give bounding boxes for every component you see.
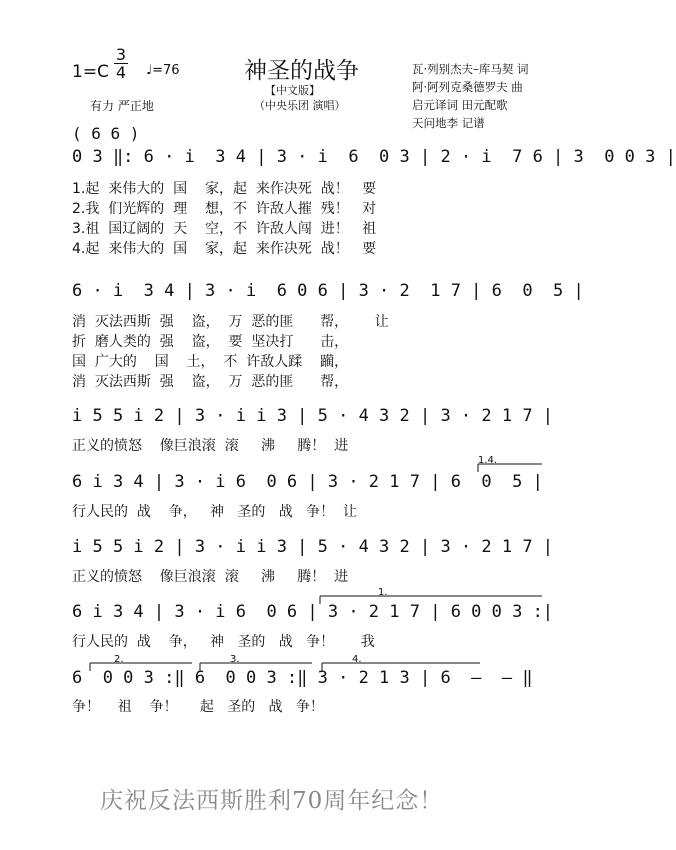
pickup-notes: ( 6 6 ) — [72, 124, 140, 143]
time-signature-top: 3 — [115, 45, 127, 64]
lyric-line: 1.起 来伟大的 国 家，起 来作决死 战！ 要 — [72, 181, 377, 197]
volta-label: 2. — [114, 654, 124, 665]
lyric-line: 4.起 来伟大的 国 家，起 来作决死 战！ 要 — [72, 241, 377, 257]
notation-line: 6 · i 3 4 | 3 · i 6 0 6 | 3 · 2 1 7 | 6 0 5 | — [72, 281, 584, 301]
credit-line: 天问地李 记谱 — [412, 116, 485, 130]
credit-line: 瓦·列别杰夫–库马契 词 — [412, 62, 529, 76]
performer-label: （中央乐团 演唱） — [254, 99, 346, 112]
lyric-line: 折 磨人类的 强 盗， 要 坚决打 击， — [72, 334, 349, 350]
lyric-line: 3.祖 国辽阔的 天 空，不 许敌人闯 进！ 祖 — [72, 221, 377, 237]
footer-caption: 庆祝反法西斯胜利70周年纪念！ — [100, 788, 444, 814]
notation-line: i 5 5 i 2 | 3 · i i 3 | 5 · 4 3 2 | 3 · 2 1 7 | — [72, 537, 554, 557]
lyric-line: 争！ 祖 争！ 起 圣的 战 争！ — [72, 699, 324, 715]
lyric-line: 2.我 们光辉的 理 想，不 许敌人摧 残！ 对 — [72, 201, 377, 217]
lyric-line: 消 灭法西斯 强 盗， 万 恶的匪 帮， — [72, 374, 349, 390]
notation-line: 6 i 3 4 | 3 · i 6 0 6 | 3 · 2 1 7 | 6 0 5 | — [72, 472, 543, 492]
lyric-line: 国 广大的 国 土， 不 许敌人蹂 躏， — [72, 354, 349, 370]
lyric-line: 正义的愤怒 像巨浪滚 滚 沸 腾！ 进 — [72, 569, 349, 585]
credit-line: 启元译词 田元配歌 — [412, 98, 508, 112]
notation-line: 6 0 0 3 :‖ 6 0 0 3 :‖ 3 · 2 1 3 | 6 – – ‖ — [72, 668, 533, 688]
lyric-line: 消 灭法西斯 强 盗， 万 恶的匪 帮， 让 — [72, 314, 389, 330]
lyric-line: 行人民的 战 争， 神 圣的 战 争！ 我 — [72, 634, 375, 650]
time-signature-bottom: 4 — [115, 63, 127, 82]
volta-label: 3. — [230, 654, 240, 665]
volta-label: 1.4. — [478, 455, 498, 466]
song-title: 神圣的战争 — [244, 58, 359, 84]
tempo-marking: ♩=76 — [146, 63, 180, 78]
notation-line: 6 i 3 4 | 3 · i 6 0 6 | 3 · 2 1 7 | 6 0 0 3 :| — [72, 602, 554, 622]
lyric-line: 正义的愤怒 像巨浪滚 滚 沸 腾！ 进 — [72, 438, 349, 454]
notation-line: 0 3 ‖: 6 · i 3 4 | 3 · i 6 0 3 | 2 · i 7 6 | 3 0 0 3 | — [72, 147, 676, 167]
key-signature: 1=C — [72, 62, 109, 82]
volta-label: 4. — [352, 654, 362, 665]
credit-line: 阿·阿列克桑德罗夫 曲 — [412, 80, 523, 94]
expression-marking: 有力 严正地 — [90, 99, 154, 113]
notation-line: i 5 5 i 2 | 3 · i i 3 | 5 · 4 3 2 | 3 · 2 1 7 | — [72, 406, 554, 426]
lyric-line: 行人民的 战 争， 神 圣的 战 争！ 让 — [72, 504, 358, 520]
version-label: 【中文版】 — [265, 84, 320, 97]
volta-label: 1. — [378, 587, 388, 598]
